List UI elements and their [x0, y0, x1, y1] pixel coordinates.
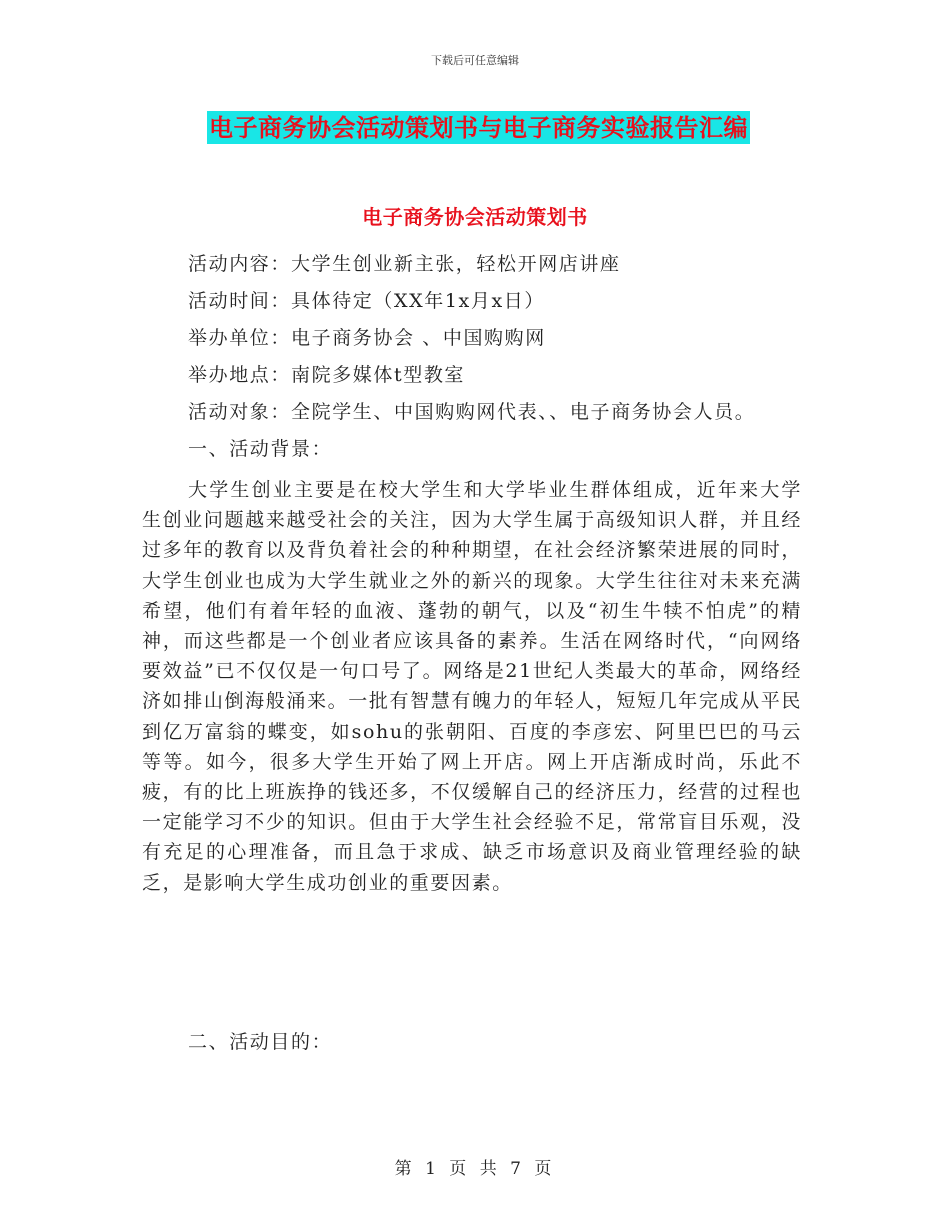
- info-audience: 活动对象：全院学生、中国购购网代表、、电子商务协会人员。: [188, 401, 756, 423]
- document-title: 电子商务协会活动策划书与电子商务实验报告汇编: [209, 113, 748, 142]
- section-background-heading: 一、活动背景：: [188, 438, 333, 460]
- page-header-note: 下载后可任意编辑: [431, 54, 519, 67]
- section-purpose-heading: 二、活动目的：: [188, 1031, 333, 1053]
- section-title: 电子商务协会活动策划书: [362, 205, 588, 229]
- info-location: 举办地点：南院多媒体t型教室: [188, 364, 466, 386]
- info-activity-content: 活动内容：大学生创业新主张，轻松开网店讲座: [188, 253, 621, 275]
- section-background-paragraph: 大学生创业主要是在校大学生和大学毕业生群体组成，近年来大学生创业问题越来越受社会的关注，因为大学生属于高级知识人群，并且经过多年的教育以及背负着社会的种种期望，在社会经济繁荣进展的同时，大学生创业也成为大学生就业之外的新兴的现象。大学生往往对未来充满希望，他们有着年轻的血液、蓬勃的朝气，以及“初生牛犊不怕虎”的精神，而这些都是一个创业者应该具备的素养。生活在网络时代，“向网络要效益”已不仅仅是一句口号了。网络是21世纪人类最大的革命，网络经济如排山倒海般涌来。一批有智慧有魄力的年轻人，短短几年完成从平民到亿万富翁的蝶变，如sohu的张朝阳、百度的李彦宏、阿里巴巴的马云等等。如今，很多大学生开始了网上开店。网上开店渐成时尚，乐此不疲，有的比上班族挣的钱还多，不仅缓解自己的经济压力，经营的过程也一定能学习不少的知识。但由于大学生社会经验不足，常常盲目乐观，没有充足的心理准备，而且急于求成、缺乏市场意识及商业管理经验的缺乏，是影响大学生成功创业的重要因素。: [142, 479, 802, 894]
- info-organizer: 举办单位：电子商务协会 、中国购购网: [188, 327, 546, 349]
- info-activity-time: 活动时间：具体待定（XX年1x月x日）: [188, 290, 545, 312]
- page-number-footer: 第 1 页 共 7 页: [394, 1159, 556, 1179]
